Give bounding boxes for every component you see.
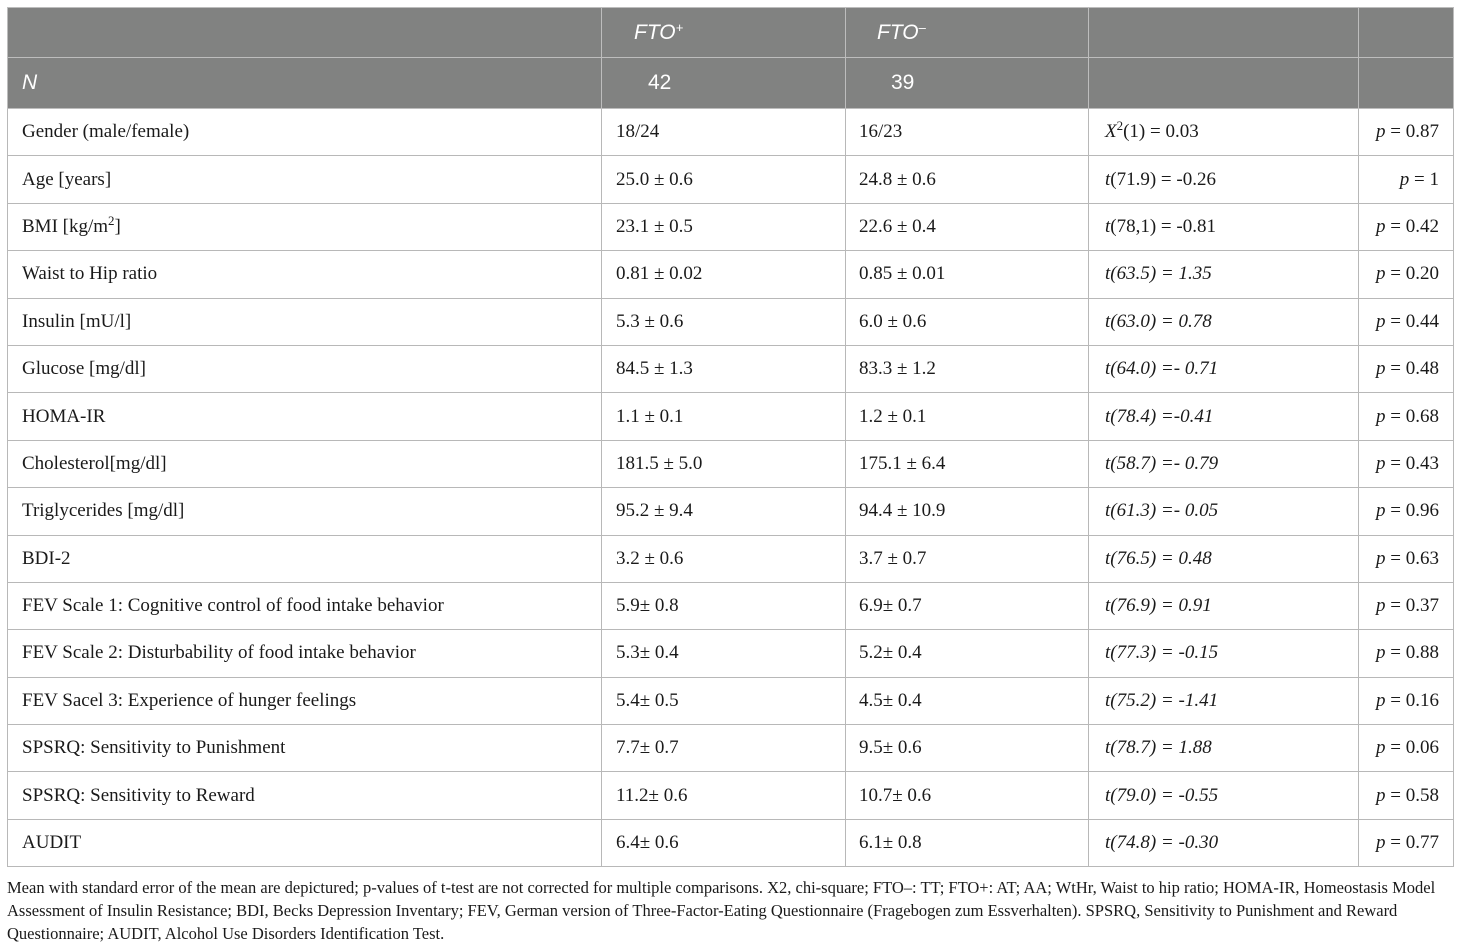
row-fto-plus-value: 1.1 ± 0.1 [602,393,846,440]
row-test-statistic: $X^2(1) = 0.03$ [1089,109,1359,156]
row-p-value: p = 0.88 [1359,630,1454,677]
table-row [8,630,1454,677]
row-label: BMI $[kg/m^2]$ [8,203,602,250]
row-p-value: p = 0.87 [1359,109,1454,156]
header-fto-plus [602,8,846,58]
row-fto-plus-value: 3.2 ± 0.6 [602,535,846,582]
row-test-statistic: t(77.3) = -0.15 [1089,630,1359,677]
header-n-fto-minus: 39 [846,58,1089,109]
row-fto-minus-value: 16/23 [846,109,1089,156]
row-test-statistic: t(63.0) = 0.78 [1089,298,1359,345]
table-row [8,109,1454,156]
row-fto-minus-value: 175.1 ± 6.4 [846,440,1089,487]
header-row-groups [8,8,1454,58]
row-p-value: p = 0.77 [1359,819,1454,866]
row-fto-plus-value: 95.2 ± 9.4 [602,488,846,535]
row-test-statistic: t(63.5) = 1.35 [1089,251,1359,298]
row-test-statistic: t(61.3) =- 0.05 [1089,488,1359,535]
row-p-value: p = 1 [1359,156,1454,203]
row-fto-plus-value: 0.81 ± 0.02 [602,251,846,298]
row-p-value: p = 0.96 [1359,488,1454,535]
row-label: Gender (male/female) [8,109,602,156]
row-label: Cholesterol[mg/dl] [8,440,602,487]
row-fto-plus-value: 6.4± 0.6 [602,819,846,866]
row-fto-plus-value: 84.5 ± 1.3 [602,345,846,392]
row-fto-plus-value: 5.4± 0.5 [602,677,846,724]
table-row [8,393,1454,440]
row-p-value: p = 0.44 [1359,298,1454,345]
header-empty-cell [1359,8,1454,58]
row-p-value: p = 0.20 [1359,251,1454,298]
row-fto-plus-value: 5.3 ± 0.6 [602,298,846,345]
table-row [8,677,1454,724]
header-empty-cell [1359,58,1454,109]
table-row [8,156,1454,203]
header-fto-minus-name: FTO [877,20,919,44]
row-p-value: p = 0.58 [1359,772,1454,819]
row-fto-plus-value: 7.7± 0.7 [602,725,846,772]
row-label: FEV Sacel 3: Experience of hunger feelings [8,677,602,724]
row-fto-plus-value: 23.1 ± 0.5 [602,203,846,250]
row-label: AUDIT [8,819,602,866]
row-fto-minus-value: 3.7 ± 0.7 [846,535,1089,582]
row-test-statistic: t(76.9) = 0.91 [1089,582,1359,629]
row-p-value: p = 0.42 [1359,203,1454,250]
row-fto-plus-value: 25.0 ± 0.6 [602,156,846,203]
table-row [8,488,1454,535]
row-label: Age [years] [8,156,602,203]
row-fto-minus-value: 94.4 ± 10.9 [846,488,1089,535]
row-fto-minus-value: 1.2 ± 0.1 [846,393,1089,440]
row-fto-minus-value: 6.0 ± 0.6 [846,298,1089,345]
header-empty-cell [1089,8,1359,58]
header-fto-minus-sup: – [918,19,926,35]
table-row [8,819,1454,866]
row-p-value: p = 0.37 [1359,582,1454,629]
row-label: FEV Scale 2: Disturbability of food intake behavior [8,630,602,677]
row-fto-minus-value: 24.8 ± 0.6 [846,156,1089,203]
row-p-value: p = 0.68 [1359,393,1454,440]
table-row [8,725,1454,772]
table-row [8,535,1454,582]
table-header [8,8,1454,109]
row-label: FEV Scale 1: Cognitive control of food intake behavior [8,582,602,629]
table-row [8,345,1454,392]
row-label: Insulin [mU/l] [8,298,602,345]
row-test-statistic: t(76.5) = 0.48 [1089,535,1359,582]
row-p-value: p = 0.43 [1359,440,1454,487]
row-p-value: p = 0.06 [1359,725,1454,772]
row-fto-minus-value: 0.85 ± 0.01 [846,251,1089,298]
row-fto-minus-value: 6.9± 0.7 [846,582,1089,629]
row-test-statistic: t(78,1) = -0.81 [1089,203,1359,250]
row-fto-minus-value: 22.6 ± 0.4 [846,203,1089,250]
row-label: SPSRQ: Sensitivity to Reward [8,772,602,819]
row-fto-plus-value: 18/24 [602,109,846,156]
row-label: SPSRQ: Sensitivity to Punishment [8,725,602,772]
row-fto-minus-value: 5.2± 0.4 [846,630,1089,677]
header-fto-plus-name: FTO [634,20,676,44]
row-test-statistic: t(75.2) = -1.41 [1089,677,1359,724]
row-label: HOMA-IR [8,393,602,440]
table-row [8,203,1454,250]
row-test-statistic: t(58.7) =- 0.79 [1089,440,1359,487]
row-test-statistic: t(64.0) =- 0.71 [1089,345,1359,392]
row-fto-plus-value: 5.3± 0.4 [602,630,846,677]
row-p-value: p = 0.63 [1359,535,1454,582]
row-p-value: p = 0.16 [1359,677,1454,724]
header-n-label: N [8,58,602,109]
header-empty-cell [1089,58,1359,109]
header-n-fto-plus: 42 [602,58,846,109]
table-body [8,109,1454,867]
row-test-statistic: t(78.7) = 1.88 [1089,725,1359,772]
header-row-n [8,58,1454,109]
data-table-container [7,7,1453,867]
row-fto-plus-value: 5.9± 0.8 [602,582,846,629]
row-fto-minus-value: 4.5± 0.4 [846,677,1089,724]
table-row [8,582,1454,629]
row-fto-minus-value: 10.7± 0.6 [846,772,1089,819]
header-empty-cell [8,8,602,58]
header-fto-minus [846,8,1089,58]
row-fto-plus-value: 11.2± 0.6 [602,772,846,819]
row-fto-minus-value: 9.5± 0.6 [846,725,1089,772]
row-label: Triglycerides [mg/dl] [8,488,602,535]
row-test-statistic: t(78.4) =-0.41 [1089,393,1359,440]
table-row [8,251,1454,298]
data-table [7,7,1454,867]
row-fto-plus-value: 181.5 ± 5.0 [602,440,846,487]
row-test-statistic: t(74.8) = -0.30 [1089,819,1359,866]
row-test-statistic: t(79.0) = -0.55 [1089,772,1359,819]
row-label: BDI-2 [8,535,602,582]
row-label: Glucose [mg/dl] [8,345,602,392]
table-row [8,772,1454,819]
row-fto-minus-value: 83.3 ± 1.2 [846,345,1089,392]
table-row [8,298,1454,345]
row-fto-minus-value: 6.1± 0.8 [846,819,1089,866]
row-p-value: p = 0.48 [1359,345,1454,392]
table-footnote: Mean with standard error of the mean are depictured; p-values of t-test are not corrected for multiple comparisons. X2, chi-square; FTO–: TT; FTO+: AT; AA; WtHr, Waist to hip ratio; HOMA-IR, Homeostasis Model Assessment of Insulin Resistance; BDI, Becks Depression Inventary; FEV, German version of Three-Factor-Eating Questionnaire (Fragebogen zum Essverhalten). SPSRQ, Sensitivity to Punishment and Reward Questionnaire; AUDIT, Alcohol Use Disorders Identification Test. [7,878,1436,943]
row-label: Waist to Hip ratio [8,251,602,298]
header-fto-plus-sup: + [675,19,684,35]
row-test-statistic: t(71.9) = -0.26 [1089,156,1359,203]
table-row [8,440,1454,487]
